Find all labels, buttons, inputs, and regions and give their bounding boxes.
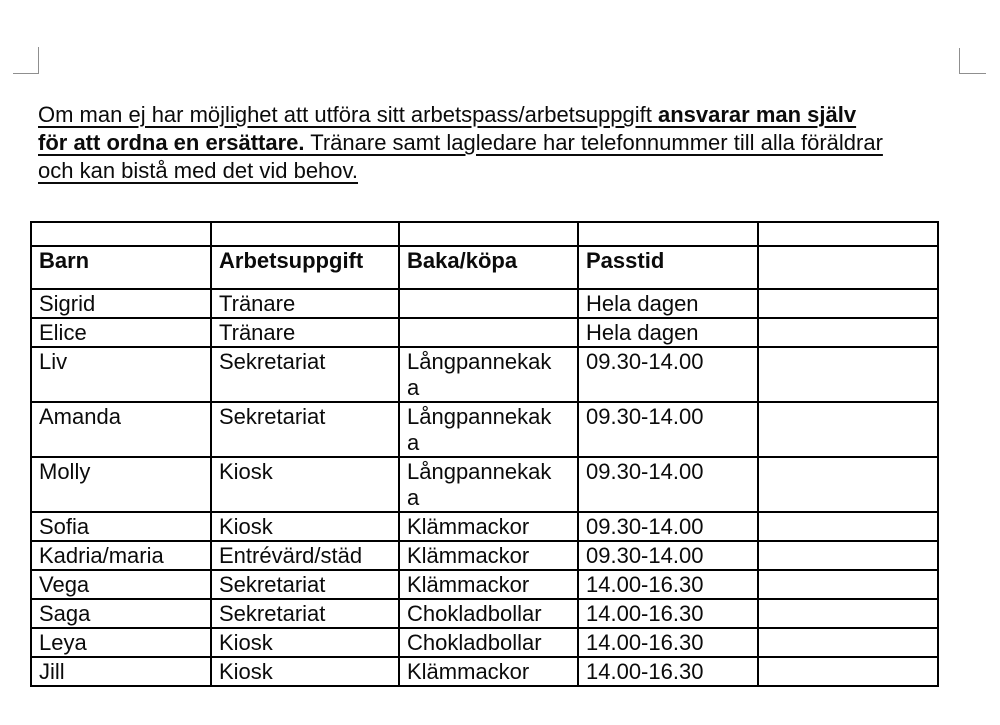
cell-baka[interactable]: Klämmackor [399,570,578,599]
cell-arbetsuppgift[interactable]: Sekretariat [211,347,399,402]
cell-extra[interactable] [758,512,938,541]
empty-cell-barn[interactable] [31,222,211,246]
cell-barn[interactable]: Jill [31,657,211,686]
table-row-3 [31,347,938,402]
table-row-9 [31,599,938,628]
table-row-5 [31,457,938,512]
cell-arbetsuppgift[interactable]: Kiosk [211,457,399,512]
cell-passtid[interactable]: 09.30-14.00 [578,347,758,402]
cell-passtid[interactable]: 14.00-16.30 [578,657,758,686]
cell-passtid[interactable]: 09.30-14.00 [578,402,758,457]
cell-baka[interactable]: Chokladbollar [399,599,578,628]
margin-corner-mark-right-icon [959,48,986,74]
table-row-10 [31,628,938,657]
cell-extra[interactable] [758,457,938,512]
text-segment: Tränare samt lagledare har telefonnummer till alla föräldrar [304,130,883,155]
cell-baka[interactable]: Chokladbollar [399,628,578,657]
cell-arbetsuppgift[interactable]: Kiosk [211,657,399,686]
paragraph-line-3[interactable] [38,157,960,185]
cell-extra[interactable] [758,599,938,628]
cell-extra[interactable] [758,570,938,599]
cell-barn[interactable]: Kadria/maria [31,541,211,570]
cell-extra[interactable] [758,628,938,657]
cell-barn[interactable]: Leya [31,628,211,657]
empty-cell-baka[interactable] [399,222,578,246]
schedule-table [30,221,939,687]
cell-baka[interactable]: Långpannekaka [399,402,578,457]
cell-arbetsuppgift[interactable]: Tränare [211,289,399,318]
cell-passtid[interactable]: 09.30-14.00 [578,512,758,541]
cell-barn[interactable]: Amanda [31,402,211,457]
table-header-row [31,246,938,289]
table-row-6 [31,512,938,541]
cell-barn[interactable]: Vega [31,570,211,599]
paragraph-line-2[interactable] [38,129,960,157]
header-cell-arbetsuppgift[interactable]: Arbetsuppgift [211,246,399,289]
cell-passtid[interactable]: 09.30-14.00 [578,457,758,512]
cell-baka[interactable] [399,318,578,347]
empty-cell-extra[interactable] [758,222,938,246]
header-cell-passtid[interactable]: Passtid [578,246,758,289]
bold-text-segment: för att ordna en ersättare. [38,130,305,155]
cell-arbetsuppgift[interactable]: Entrévärd/städ [211,541,399,570]
table-row-7 [31,541,938,570]
cell-arbetsuppgift[interactable]: Sekretariat [211,570,399,599]
cell-baka[interactable]: Klämmackor [399,512,578,541]
cell-passtid[interactable]: 14.00-16.30 [578,599,758,628]
cell-extra[interactable] [758,289,938,318]
intro-paragraph[interactable] [38,101,960,185]
table-row-empty [31,222,938,246]
cell-baka[interactable] [399,289,578,318]
table-row-2 [31,318,938,347]
cell-barn[interactable]: Elice [31,318,211,347]
cell-arbetsuppgift[interactable]: Kiosk [211,512,399,541]
cell-passtid[interactable]: Hela dagen [578,289,758,318]
table-row-1 [31,289,938,318]
cell-baka[interactable]: Klämmackor [399,541,578,570]
cell-passtid[interactable]: 14.00-16.30 [578,628,758,657]
cell-barn[interactable]: Liv [31,347,211,402]
schedule-table-body [31,222,938,686]
header-cell-extra[interactable] [758,246,938,289]
paragraph-line-1[interactable] [38,101,960,129]
cell-baka[interactable]: Långpannekaka [399,347,578,402]
text-segment: och kan bistå med det vid behov. [38,158,359,183]
cell-extra[interactable] [758,402,938,457]
bold-text-segment: ansvarar man själv [657,102,857,127]
cell-barn[interactable]: Sofia [31,512,211,541]
table-row-11 [31,657,938,686]
header-cell-baka[interactable]: Baka/köpa [399,246,578,289]
table-row-8 [31,570,938,599]
margin-corner-mark-left-icon [13,47,39,74]
cell-barn[interactable]: Saga [31,599,211,628]
cell-extra[interactable] [758,541,938,570]
cell-passtid[interactable]: 14.00-16.30 [578,570,758,599]
table-row-4 [31,402,938,457]
cell-arbetsuppgift[interactable]: Sekretariat [211,402,399,457]
cell-arbetsuppgift[interactable]: Sekretariat [211,599,399,628]
empty-cell-passtid[interactable] [578,222,758,246]
cell-arbetsuppgift[interactable]: Kiosk [211,628,399,657]
cell-extra[interactable] [758,347,938,402]
cell-barn[interactable]: Molly [31,457,211,512]
cell-arbetsuppgift[interactable]: Tränare [211,318,399,347]
cell-passtid[interactable]: 09.30-14.00 [578,541,758,570]
cell-passtid[interactable]: Hela dagen [578,318,758,347]
header-cell-barn[interactable]: Barn [31,246,211,289]
cell-baka[interactable]: Klämmackor [399,657,578,686]
cell-extra[interactable] [758,657,938,686]
text-segment: Om man ej har möjlighet att utföra sitt arbetspass/arbetsuppgift [38,102,658,127]
empty-cell-arbetsuppgift[interactable] [211,222,399,246]
cell-baka[interactable]: Långpannekaka [399,457,578,512]
cell-barn[interactable]: Sigrid [31,289,211,318]
cell-extra[interactable] [758,318,938,347]
